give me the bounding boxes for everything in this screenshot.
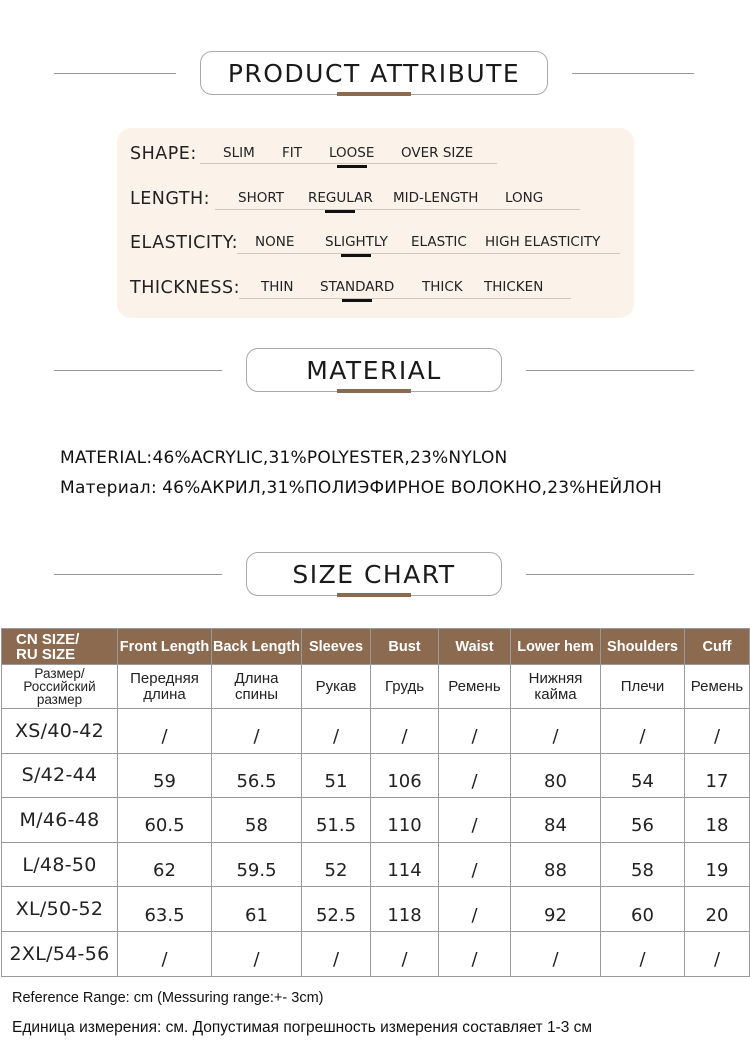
measurement-cell: /	[302, 709, 371, 754]
material-header	[0, 348, 750, 394]
measurement-cell: 84	[511, 798, 601, 843]
attribute-label: ELASTICITY:	[130, 233, 238, 253]
attribute-option-selected: REGULAR	[308, 190, 373, 206]
measurement-cell: 20	[685, 887, 750, 932]
product-attribute-title: PRODUCT ATTRIBUTE	[227, 58, 521, 88]
material-ru-value: 46%АКРИЛ,31%ПОЛИЭФИРНОЕ ВОЛОКНО,23%НЕЙЛОН	[162, 478, 662, 498]
measurement-cell: 59	[118, 753, 212, 798]
measurement-cell: 61	[212, 887, 302, 932]
header-cn-size-line: CN SIZE/	[16, 630, 80, 648]
ru-header-line: Длина	[234, 669, 279, 687]
measurement-cell: 58	[212, 798, 302, 843]
measurement-cell: 18	[685, 798, 750, 843]
size-rows	[2, 709, 750, 977]
attribute-rule	[239, 298, 571, 299]
measurement-cell: /	[601, 709, 685, 754]
measurement-cell: 56.5	[212, 753, 302, 798]
measurement-cell: 56	[601, 798, 685, 843]
measurement-cell: 110	[371, 798, 439, 843]
header-cn-size-line: RU SIZE	[16, 645, 76, 663]
header-cell: Shoulders	[601, 629, 685, 665]
ru-header-cell: Рукав	[302, 665, 371, 709]
measurement-cell: 63.5	[118, 887, 212, 932]
size-chart-title-box	[246, 552, 502, 596]
measurement-cell: /	[511, 709, 601, 754]
ru-header-line: размер	[36, 692, 83, 707]
measurement-cell: 17	[685, 753, 750, 798]
product-attribute-title-box	[200, 51, 548, 95]
measurement-cell: 52	[302, 842, 371, 887]
size-label-cell: 2XL/54-56	[2, 931, 118, 976]
measurement-cell: /	[212, 709, 302, 754]
material-en-label: MATERIAL:	[60, 448, 153, 468]
attribute-option-selected: SLIGHTLY	[325, 234, 388, 250]
reference-range-note: Reference Range: cm (Messuring range:+- 3cm)	[12, 990, 324, 1006]
measurement-cell: /	[302, 931, 371, 976]
attribute-option: SHORT	[238, 190, 284, 206]
attribute-option: THIN	[261, 279, 294, 295]
attribute-label: SHAPE:	[130, 144, 197, 164]
product-attribute-header	[0, 51, 750, 97]
size-label-cell: XL/50-52	[2, 887, 118, 932]
attribute-rule	[215, 209, 580, 210]
title-accent-bar	[337, 92, 411, 96]
attribute-option-selected: STANDARD	[320, 279, 395, 295]
attribute-option: SLIM	[223, 145, 255, 161]
measurement-cell: /	[439, 887, 511, 932]
measurement-cell: 106	[371, 753, 439, 798]
measurement-cell: /	[212, 931, 302, 976]
header-cell: Cuff	[685, 629, 750, 665]
measurement-cell: /	[685, 709, 750, 754]
ru-header-line: Передняя	[130, 669, 199, 687]
header-left-rule	[54, 370, 222, 371]
measurement-cell: /	[118, 931, 212, 976]
size-chart-table	[1, 628, 750, 977]
measurement-cell: /	[439, 798, 511, 843]
measurement-cell: 88	[511, 842, 601, 887]
ru-header-cell	[212, 665, 302, 709]
table-header-row	[2, 629, 750, 665]
measurement-cell: /	[439, 753, 511, 798]
attribute-option: THICK	[422, 279, 463, 295]
measurement-cell: /	[118, 709, 212, 754]
material-en-value: 46%ACRYLIC,31%POLYESTER,23%NYLON	[152, 448, 508, 468]
measurement-cell: 60.5	[118, 798, 212, 843]
size-chart-title: SIZE CHART	[292, 559, 456, 589]
header-cell: Waist	[439, 629, 511, 665]
ru-header-line: спины	[234, 685, 279, 703]
header-cell: Front Length	[118, 629, 212, 665]
measurement-cell: 80	[511, 753, 601, 798]
title-accent-bar	[337, 389, 411, 393]
attribute-option: THICKEN	[484, 279, 544, 295]
attribute-row-shape	[117, 144, 634, 174]
attribute-option: NONE	[255, 234, 295, 250]
header-cn-size	[2, 629, 118, 665]
measurement-cell: /	[601, 931, 685, 976]
ru-header-cell: Плечи	[601, 665, 685, 709]
header-right-rule	[572, 73, 694, 74]
ru-header-size	[2, 665, 118, 709]
attribute-option-selected: LOOSE	[329, 145, 375, 161]
table-ru-header-row	[2, 665, 750, 709]
measurement-cell: 118	[371, 887, 439, 932]
attribute-rule	[200, 163, 497, 164]
attribute-rule	[237, 253, 620, 254]
measurement-cell: 59.5	[212, 842, 302, 887]
attribute-row-thickness	[117, 278, 634, 308]
table-row	[2, 931, 750, 976]
material-title: MATERIAL	[306, 355, 442, 385]
size-label-cell: XS/40-42	[2, 709, 118, 754]
measurement-cell: /	[685, 931, 750, 976]
header-left-rule	[54, 73, 176, 74]
size-label-cell: S/42-44	[2, 753, 118, 798]
attribute-label: THICKNESS:	[130, 278, 240, 298]
title-accent-bar	[337, 593, 411, 597]
attribute-card	[117, 128, 634, 318]
measurement-cell: /	[439, 709, 511, 754]
measurement-cell: 52.5	[302, 887, 371, 932]
measurement-cell: /	[371, 931, 439, 976]
measurement-cell: 92	[511, 887, 601, 932]
header-right-rule	[526, 370, 694, 371]
measurement-cell: /	[371, 709, 439, 754]
header-cell: Back Length	[212, 629, 302, 665]
table-row	[2, 753, 750, 798]
attribute-option: FIT	[282, 145, 302, 161]
table-row	[2, 798, 750, 843]
measurement-cell: 51	[302, 753, 371, 798]
measurement-cell: /	[511, 931, 601, 976]
attribute-row-elasticity	[117, 233, 634, 263]
header-left-rule	[54, 574, 222, 575]
measurement-cell: 51.5	[302, 798, 371, 843]
measurement-cell: 62	[118, 842, 212, 887]
ru-header-line: Нижняя	[528, 669, 583, 687]
ru-header-cell: Ремень	[685, 665, 750, 709]
material-title-box	[246, 348, 502, 392]
header-cell: Sleeves	[302, 629, 371, 665]
attribute-row-length	[117, 189, 634, 219]
measurement-cell: 54	[601, 753, 685, 798]
measurement-cell: /	[439, 842, 511, 887]
size-label-cell: L/48-50	[2, 842, 118, 887]
ru-header-cell	[511, 665, 601, 709]
table-row	[2, 887, 750, 932]
ru-header-line: Размер/	[34, 666, 85, 681]
ru-header-cell: Грудь	[371, 665, 439, 709]
attribute-option: ELASTIC	[411, 234, 467, 250]
measurement-note-ru: Единица измерения: см. Допустимая погрешность измерения составляет 1-3 см	[12, 1019, 593, 1036]
measurement-cell: 19	[685, 842, 750, 887]
ru-header-line: Российский	[23, 679, 96, 694]
table-row	[2, 842, 750, 887]
header-right-rule	[526, 574, 694, 575]
ru-header-line: длина	[143, 685, 186, 703]
size-chart-header	[0, 552, 750, 598]
ru-header-cell	[118, 665, 212, 709]
ru-header-cell: Ремень	[439, 665, 511, 709]
attribute-option: OVER SIZE	[401, 145, 474, 161]
attribute-option: MID-LENGTH	[393, 190, 479, 206]
attribute-option: LONG	[505, 190, 544, 206]
header-cell: Lower hem	[511, 629, 601, 665]
measurement-cell: /	[439, 931, 511, 976]
material-ru-label: Материал:	[60, 478, 157, 498]
size-label-cell: M/46-48	[2, 798, 118, 843]
ru-header-line: кайма	[534, 685, 577, 703]
header-cell: Bust	[371, 629, 439, 665]
measurement-cell: 114	[371, 842, 439, 887]
measurement-cell: 58	[601, 842, 685, 887]
material-en	[60, 448, 507, 468]
material-ru	[60, 478, 662, 498]
attribute-label: LENGTH:	[130, 189, 211, 209]
table-row	[2, 709, 750, 754]
measurement-cell: 60	[601, 887, 685, 932]
attribute-option: HIGH ELASTICITY	[485, 234, 601, 250]
